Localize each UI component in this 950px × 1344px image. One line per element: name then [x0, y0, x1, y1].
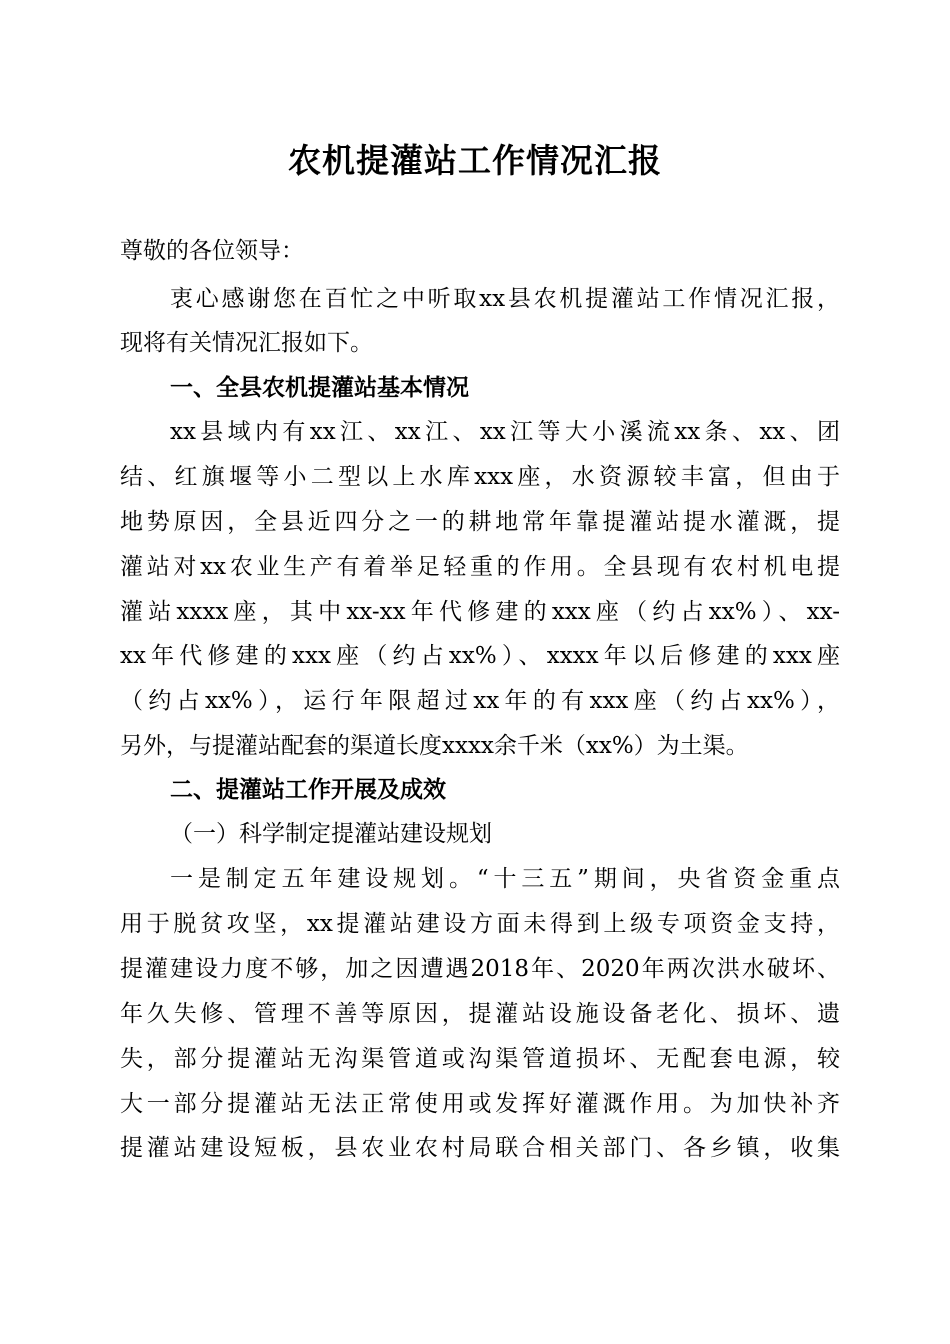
subsection1-line-4: 年久失修、管理不善等原因，提灌站设施设备老化、损坏、遗	[120, 1001, 840, 1027]
subsection1-heading: （一）科学制定提灌站建设规划	[170, 821, 492, 847]
salutation: 尊敬的各位领导：	[120, 238, 304, 264]
subsection1-line-1: 一是制定五年建设规划。“十三五”期间，央省资金重点	[170, 866, 840, 892]
section1-line-6: xx年代修建的xxx座（约占xx%）、xxxx年以后修建的xxx座	[120, 643, 840, 669]
section2-heading: 二、提灌站工作开展及成效	[170, 777, 446, 803]
subsection1-line-3: 提灌建设力度不够，加之因遭遇2018年、2020年两次洪水破坏、	[120, 956, 840, 982]
section1-heading: 一、全县农机提灌站基本情况	[170, 375, 469, 401]
subsection1-line-6: 大一部分提灌站无法正常使用或发挥好灌溉作用。为加快补齐	[120, 1091, 840, 1117]
section1-line-1: xx县域内有xx江、xx江、xx江等大小溪流xx条、xx、团	[170, 419, 840, 445]
section1-line-4: 灌站对xx农业生产有着举足轻重的作用。全县现有农村机电提	[120, 554, 840, 580]
subsection1-line-5: 失，部分提灌站无沟渠管道或沟渠管道损坏、无配套电源，较	[120, 1046, 840, 1072]
section1-line-3: 地势原因，全县近四分之一的耕地常年靠提灌站提水灌溉，提	[120, 509, 840, 535]
subsection1-line-2: 用于脱贫攻坚，xx提灌站建设方面未得到上级专项资金支持，	[120, 911, 840, 937]
subsection1-line-7: 提灌站建设短板，县农业农村局联合相关部门、各乡镇，收集	[120, 1135, 840, 1161]
document-title: 农机提灌站工作情况汇报	[288, 141, 662, 180]
intro-line-2: 现将有关情况汇报如下。	[120, 330, 373, 356]
intro-line-1: 衷心感谢您在百忙之中听取xx县农机提灌站工作情况汇报，	[170, 286, 840, 312]
section1-line-8: 另外，与提灌站配套的渠道长度xxxx余千米（xx%）为土渠。	[120, 733, 749, 759]
section1-line-7: （约占xx%），运行年限超过xx年的有xxx座（约占xx%），	[120, 688, 840, 714]
section1-line-5: 灌站xxxx座，其中xx-xx年代修建的xxx座（约占xx%）、xx-	[120, 599, 840, 625]
section1-line-2: 结、红旗堰等小二型以上水库xxx座，水资源较丰富，但由于	[120, 464, 840, 490]
